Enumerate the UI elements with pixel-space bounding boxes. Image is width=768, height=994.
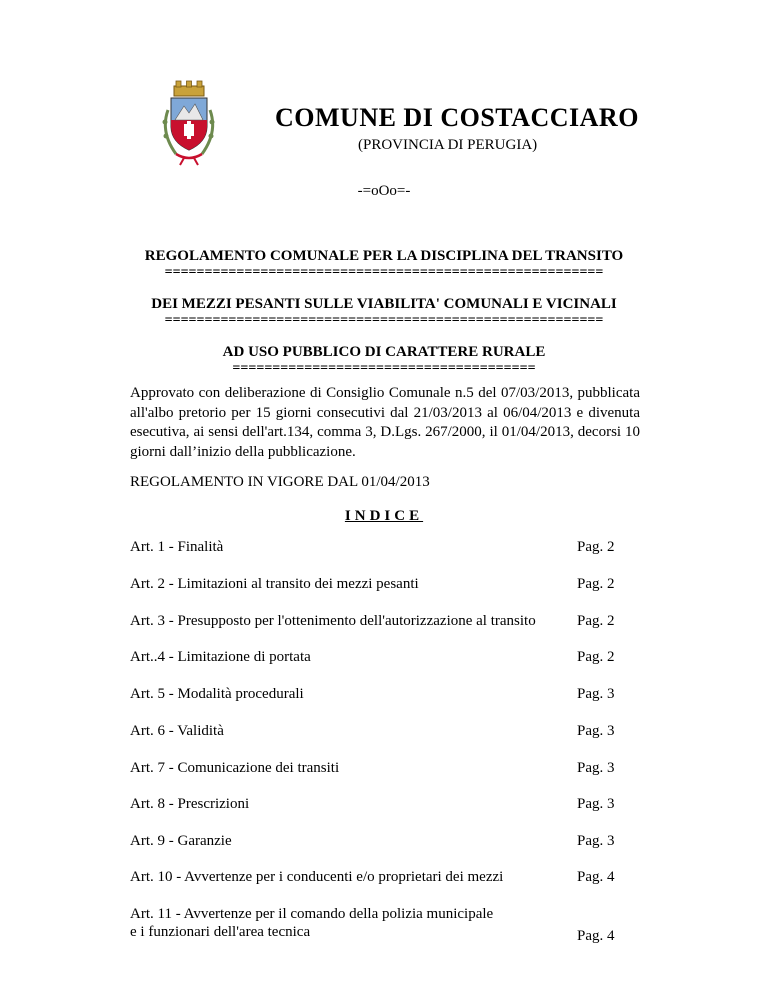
toc-item — [130, 648, 690, 666]
toc-item-label: Art. 1 - Finalità — [130, 539, 224, 555]
toc-item — [130, 685, 690, 703]
toc-item-label: Art. 6 - Validità — [130, 723, 224, 739]
toc-item — [130, 538, 690, 556]
toc-item-label: Art. 2 - Limitazioni al transito dei mezzi pesanti — [130, 576, 419, 592]
toc-item — [130, 905, 690, 945]
toc-item-label: Art. 5 - Modalità procedurali — [130, 686, 304, 702]
document-subtitle: (PROVINCIA DI PERUGIA) — [358, 137, 538, 153]
toc-item-label: Art..4 - Limitazione di portata — [130, 649, 311, 665]
toc-item-page: Pag. 4 — [577, 928, 615, 944]
toc-item — [130, 575, 690, 593]
toc-item-page: Pag. 3 — [577, 796, 615, 812]
toc-item-label: Art. 11 - Avvertenze per il comando della polizia municipale e i funzionari dell'area tecnica — [130, 906, 494, 940]
toc-item-page: Pag. 2 — [577, 613, 615, 629]
rule-line-2: ======================================================= — [164, 314, 604, 328]
toc-item-page: Pag. 2 — [577, 649, 615, 665]
ornament-divider: -=oOo=- — [357, 183, 411, 199]
toc-item — [130, 832, 690, 850]
heading-line-2: DEI MEZZI PESANTI SULLE VIABILITA' COMUNALI E VICINALI — [151, 296, 617, 312]
toc-item-page: Pag. 3 — [577, 833, 615, 849]
toc-item-page: Pag. 4 — [577, 869, 615, 885]
toc-item — [130, 795, 690, 813]
toc-item — [130, 612, 690, 630]
in-vigore-note: REGOLAMENTO IN VIGORE DAL 01/04/2013 — [130, 474, 430, 490]
heading-line-1: REGOLAMENTO COMUNALE PER LA DISCIPLINA DEL TRANSITO — [144, 248, 624, 264]
toc-item-page: Pag. 3 — [577, 723, 615, 739]
toc-item-label: Art. 10 - Avvertenze per i conducenti e/o proprietari dei mezzi — [130, 869, 504, 885]
toc-item — [130, 759, 690, 777]
coat-of-arms-logo — [158, 80, 220, 166]
index-title: INDICE — [344, 508, 424, 524]
toc-item-page: Pag. 2 — [577, 576, 615, 592]
rule-line-3: ====================================== — [232, 362, 536, 376]
toc-item-page: Pag. 2 — [577, 539, 615, 555]
toc-item-label: Art. 8 - Prescrizioni — [130, 796, 250, 812]
toc-item — [130, 868, 690, 886]
toc-item — [130, 722, 690, 740]
toc-item-label: Art. 7 - Comunicazione dei transiti — [130, 760, 340, 776]
heading-line-3: AD USO PUBBLICO DI CARATTERE RURALE — [222, 344, 546, 360]
toc-item-page: Pag. 3 — [577, 760, 615, 776]
toc-item-page: Pag. 3 — [577, 686, 615, 702]
rule-line-1: ======================================================= — [164, 266, 604, 280]
document-title: COMUNE DI COSTACCIARO — [275, 103, 639, 132]
toc-item-label: Art. 9 - Garanzie — [130, 833, 232, 849]
toc-item-label: Art. 3 - Presupposto per l'ottenimento dell'autorizzazione al transito — [130, 613, 536, 629]
approval-paragraph: Approvato con deliberazione di Consiglio Comunale n.5 del 07/03/2013, pubblicata all'albo pretorio per 15 giorni consecutivi dal 21/03/2013 al 06/04/2013 e divenuta esecutiva, ai sensi dell'art.134, comma 3, D.Lgs. 267/2000, il 01/04/2013, decorsi 10 giorni dall’inizio della pubblicazione. — [130, 385, 640, 460]
